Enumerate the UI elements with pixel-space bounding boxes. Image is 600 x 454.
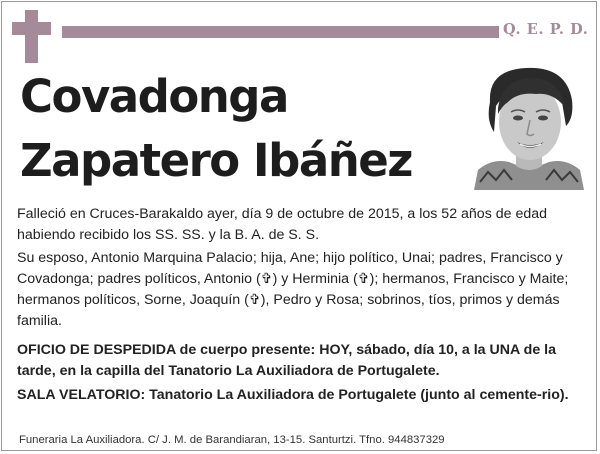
deceased-surnames: Zapatero Ibáñez <box>20 134 412 187</box>
cross-icon <box>25 10 38 63</box>
header-rule <box>62 26 499 38</box>
deceased-first-name: Covadonga <box>20 70 288 123</box>
death-announcement: Falleció en Cruces-Barakaldo ayer, día 9 de octubre de 2015, a los 52 años de edad habiendo recibido los SS. SS. y la B. A. de S. S. <box>17 206 548 243</box>
portrait-photo <box>474 62 584 190</box>
cross-icon-bar <box>12 22 51 35</box>
qepd-label: Q. E. P. D. <box>503 21 589 38</box>
family-list: Su esposo, Antonio Marquina Palacio; hija, Ane; hijo político, Unai; padres, Francisco y Covadonga; padres políticos, Antonio (✞) y Herminia (✞); hermanos, Francisco y Maite; hermanos políticos, Sorne, Joaquín (✞), Pedro y Rosa; sobrinos, tíos, primos y demás familia. <box>17 250 569 329</box>
obituary-card <box>1 1 597 451</box>
funeral-service: OFICIO DE DESPEDIDA de cuerpo presente: HOY, sábado, día 10, a la UNA de la tarde, en la capilla del Tanatorio La Auxiliadora de Portugalete. <box>17 342 556 379</box>
wake-location: SALA VELATORIO: Tanatorio La Auxiliadora de Portugalete (junto al cemente-rio). <box>17 387 569 403</box>
funeral-home-footer: Funeraria La Auxiliadora. C/ J. M. de Barandiaran, 13-15. Santurtzi. Tfno. 944837329 <box>19 434 445 446</box>
